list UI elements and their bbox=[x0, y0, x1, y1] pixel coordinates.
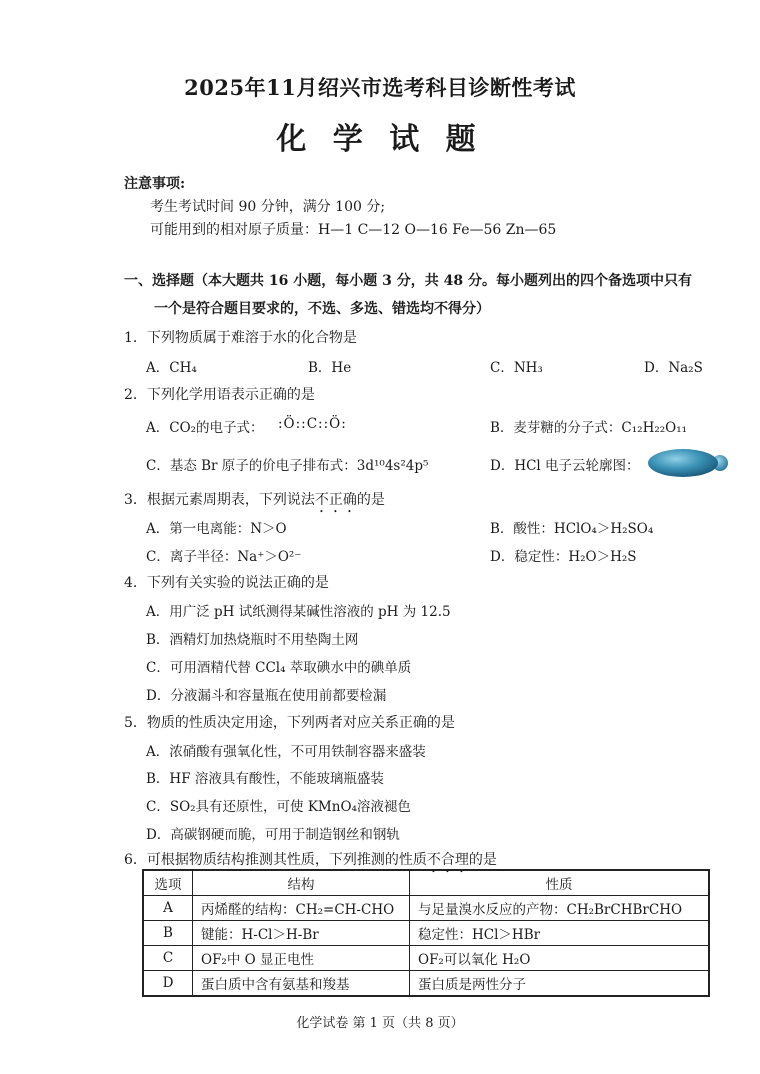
question-4-option-c: C．可用酒精代替 CCl₄ 萃取碘水中的碘单质 bbox=[146, 660, 412, 676]
question-3-stem: 3．根据元素周期表，下列说法不正确的是 bbox=[124, 492, 385, 508]
question-5-option-b: B．HF 溶液具有酸性，不能玻璃瓶盛装 bbox=[146, 771, 384, 787]
question-1-option-c: C．NH₃ bbox=[490, 360, 543, 376]
question-4-option-d: D．分液漏斗和容量瓶在使用前都要检漏 bbox=[146, 688, 387, 704]
question-6-table bbox=[142, 869, 710, 997]
table-header-cell: 性质 bbox=[410, 870, 710, 896]
table-row bbox=[143, 971, 709, 997]
question-1-option-d: D．Na₂S bbox=[644, 360, 703, 376]
table-row bbox=[143, 946, 709, 971]
table-row bbox=[143, 896, 709, 921]
page-footer: 化学试卷 第 1 页（共 8 页） bbox=[296, 1016, 464, 1031]
table-cell: 与足量溴水反应的产物：CH₂BrCHBrCHO bbox=[410, 896, 710, 921]
question-6-stem: 6．可根据物质结构推测其性质，下列推测的性质不合理的是 bbox=[124, 852, 497, 868]
question-2-stem: 2．下列化学用语表示正确的是 bbox=[124, 387, 315, 403]
table-header-row bbox=[143, 870, 709, 896]
table-cell: 键能：H-Cl＞H-Br bbox=[193, 921, 410, 946]
notes-line-1: 考生考试时间 90 分钟，满分 100 分; bbox=[150, 199, 386, 215]
table-cell: 蛋白质中含有氨基和羧基 bbox=[193, 971, 410, 997]
exam-title: 2025年11月绍兴市选考科目诊断性考试 bbox=[184, 75, 576, 100]
co2-electron-formula: :Ö::C::Ö: bbox=[278, 416, 347, 432]
notes-heading: 注意事项: bbox=[124, 176, 186, 192]
exam-subject-title: 化 学 试 题 bbox=[276, 122, 484, 157]
question-2-option-a: A．CO₂的电子式： bbox=[146, 420, 264, 436]
question-3-option-b: B．酸性：HClO₄＞H₂SO₄ bbox=[490, 521, 654, 537]
table-cell: 稳定性：HCl＞HBr bbox=[410, 921, 710, 946]
table-header-cell: 选项 bbox=[143, 870, 193, 896]
table-header-cell: 结构 bbox=[193, 870, 410, 896]
question-2-option-c: C．基态 Br 原子的价电子排布式：3d¹⁰4s²4p⁵ bbox=[146, 458, 429, 474]
question-3-option-d: D．稳定性：H₂O＞H₂S bbox=[490, 549, 637, 565]
table-cell: 蛋白质是两性分子 bbox=[410, 971, 710, 997]
table-cell: OF₂中 O 显正电性 bbox=[193, 946, 410, 971]
question-5-stem: 5．物质的性质决定用途，下列两者对应关系正确的是 bbox=[124, 715, 455, 731]
emphasis-not-reasonable: 不合理 bbox=[426, 852, 469, 868]
question-5-option-c: C．SO₂具有还原性，可使 KMnO₄溶液褪色 bbox=[146, 799, 411, 815]
question-3-option-a: A．第一电离能：N＞O bbox=[146, 521, 287, 537]
table-cell: 丙烯醛的结构：CH₂=CH-CHO bbox=[193, 896, 410, 921]
question-3-option-c: C．离子半径：Na⁺＞O²⁻ bbox=[146, 549, 302, 565]
hcl-electron-cloud-image bbox=[646, 448, 728, 478]
question-5-option-d: D．高碳钢硬而脆，可用于制造钢丝和钢轨 bbox=[146, 827, 400, 843]
table-cell: OF₂可以氧化 H₂O bbox=[410, 946, 710, 971]
question-5-option-a: A．浓硝酸有强氧化性，不可用铁制容器来盛装 bbox=[146, 744, 426, 760]
table-cell: A bbox=[143, 896, 193, 921]
section-heading-line-1: 一、选择题（本大题共 16 小题，每小题 3 分，共 48 分。每小题列出的四个备选项中只有 bbox=[124, 273, 692, 289]
emphasis-not-correct: 不正确 bbox=[314, 492, 357, 508]
question-2-option-d: D．HCl 电子云轮廓图： bbox=[490, 458, 640, 474]
question-2-option-b: B．麦芽糖的分子式：C₁₂H₂₂O₁₁ bbox=[490, 420, 688, 436]
question-4-stem: 4．下列有关实验的说法正确的是 bbox=[124, 575, 329, 591]
notes-line-2: 可能用到的相对原子质量：H—1 C—12 O—16 Fe—56 Zn—65 bbox=[150, 222, 557, 238]
question-4-option-b: B．酒精灯加热烧瓶时不用垫陶土网 bbox=[146, 632, 359, 648]
table-cell: B bbox=[143, 921, 193, 946]
section-heading-line-2: 一个是符合题目要求的，不选、多选、错选均不得分） bbox=[154, 301, 490, 317]
question-4-option-a: A．用广泛 pH 试纸测得某碱性溶液的 pH 为 12.5 bbox=[146, 604, 451, 620]
question-1-stem: 1．下列物质属于难溶于水的化合物是 bbox=[124, 330, 357, 346]
question-1-option-a: A．CH₄ bbox=[146, 360, 197, 376]
table-cell: C bbox=[143, 946, 193, 971]
table-cell: D bbox=[143, 971, 193, 997]
question-1-option-b: B．He bbox=[308, 360, 352, 376]
table-row bbox=[143, 921, 709, 946]
